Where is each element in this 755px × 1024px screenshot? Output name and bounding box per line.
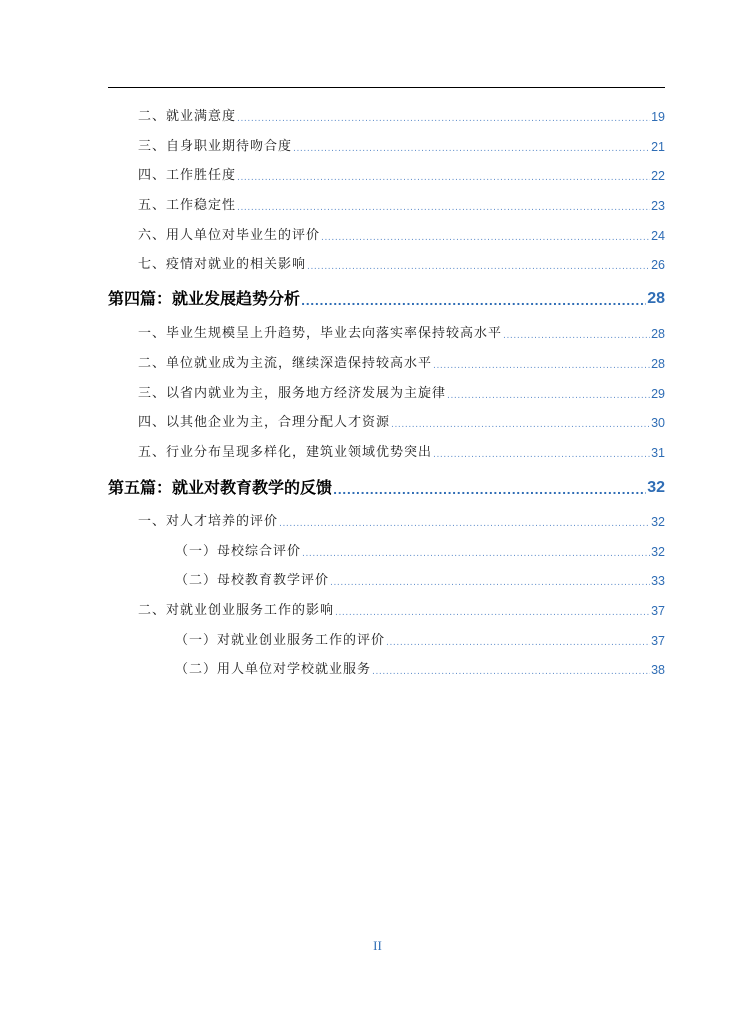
toc-dot-leader (391, 417, 650, 433)
toc-entry-graduate-scale-trend[interactable] (138, 324, 665, 344)
toc-entry-employer-on-school-service[interactable] (175, 660, 665, 680)
toc-entry-title: （一）母校综合评价 (175, 544, 302, 559)
toc-entry-industry-distribution[interactable] (138, 443, 665, 463)
toc-dot-leader (321, 230, 650, 246)
toc-dot-leader (503, 328, 650, 344)
toc-entry-unit-employment-mainstream[interactable] (138, 354, 665, 374)
toc-page-number: 37 (651, 634, 665, 648)
toc-entry-title: 三、自身职业期待吻合度 (138, 139, 293, 154)
toc-entry-title: 六、用人单位对毕业生的评价 (138, 228, 321, 243)
toc-entry-title: 一、对人才培养的评价 (138, 514, 279, 529)
toc-entry-title: 一、毕业生规模呈上升趋势，毕业去向落实率保持较高水平 (138, 326, 503, 341)
toc-page-number: 32 (651, 515, 665, 529)
toc-page-number: 32 (651, 545, 665, 559)
toc-part-five-heading[interactable] (108, 475, 665, 501)
toc-page-number: 28 (647, 290, 665, 307)
toc-dot-leader (237, 200, 650, 216)
toc-entry-in-province-employment[interactable] (138, 384, 665, 404)
toc-entry-talent-cultivation-evaluation[interactable] (138, 512, 665, 532)
toc-page-number: 23 (651, 199, 665, 213)
toc-dot-leader (307, 259, 650, 275)
toc-entry-title: （一）对就业创业服务工作的评价 (175, 633, 386, 648)
toc-entry-title: 五、行业分布呈现多样化，建筑业领域优势突出 (138, 445, 433, 460)
toc-entry-employment-service-evaluation[interactable] (175, 631, 665, 651)
toc-dot-leader (335, 605, 650, 621)
footer-page-number: II (373, 938, 382, 953)
toc-page-number: 28 (651, 327, 665, 341)
toc-page-number: 21 (651, 140, 665, 154)
toc-dot-leader (237, 111, 650, 127)
toc-entry-employment-satisfaction[interactable] (138, 107, 665, 127)
toc-entry-title: 四、工作胜任度 (138, 168, 237, 183)
toc-page-number: 26 (651, 258, 665, 272)
toc-entry-career-expectation-match[interactable] (138, 137, 665, 157)
toc-entry-other-enterprises[interactable] (138, 413, 665, 433)
toc-page-number: 29 (651, 387, 665, 401)
toc-page-number: 31 (651, 446, 665, 460)
toc-entry-employment-service-impact[interactable] (138, 601, 665, 621)
toc-dot-leader (302, 546, 650, 562)
toc-entry-job-competence[interactable] (138, 166, 665, 186)
toc-page-number: 24 (651, 229, 665, 243)
toc-dot-leader (237, 170, 650, 186)
toc-dot-leader (433, 358, 650, 374)
toc-entry-alma-mater-teaching[interactable] (175, 571, 665, 591)
toc-entry-title: （二）母校教育教学评价 (175, 573, 330, 588)
toc-dot-leader (293, 141, 650, 157)
toc-entry-title: 二、对就业创业服务工作的影响 (138, 603, 335, 618)
toc-entry-alma-mater-overall[interactable] (175, 542, 665, 562)
toc-dot-leader (447, 388, 650, 404)
toc-entry-title: 三、以省内就业为主，服务地方经济发展为主旋律 (138, 386, 447, 401)
toc-part-title: 第四篇：就业发展趋势分析 (108, 289, 301, 308)
toc-entry-title: 七、疫情对就业的相关影响 (138, 257, 307, 272)
toc-page-number: 33 (651, 574, 665, 588)
toc-dot-leader (433, 447, 650, 463)
toc-dot-leader (372, 664, 650, 680)
toc-dot-leader (333, 481, 646, 501)
toc-page-number: 32 (647, 479, 665, 496)
toc-entry-title: 四、以其他企业为主，合理分配人才资源 (138, 415, 391, 430)
toc-entry-title: 五、工作稳定性 (138, 198, 237, 213)
toc-dot-leader (279, 516, 650, 532)
toc-entry-title: 二、单位就业成为主流，继续深造保持较高水平 (138, 356, 433, 371)
toc-dot-leader (330, 575, 650, 591)
toc-page-number: 38 (651, 663, 665, 677)
toc-entry-title: （二）用人单位对学校就业服务 (175, 662, 372, 677)
toc-part-four-heading[interactable] (108, 286, 665, 312)
toc-page-number: 37 (651, 604, 665, 618)
toc-page-number: 30 (651, 416, 665, 430)
toc-page-number: 28 (651, 357, 665, 371)
toc-dot-leader (301, 292, 646, 312)
toc-part-title: 第五篇：就业对教育教学的反馈 (108, 478, 333, 497)
toc-entry-epidemic-impact[interactable] (138, 255, 665, 275)
toc-entry-job-stability[interactable] (138, 196, 665, 216)
toc-entry-employer-evaluation[interactable] (138, 226, 665, 246)
toc-entry-title: 二、就业满意度 (138, 109, 237, 124)
toc-dot-leader (386, 635, 650, 651)
toc-page-number: 19 (651, 110, 665, 124)
toc-page-number: 22 (651, 169, 665, 183)
